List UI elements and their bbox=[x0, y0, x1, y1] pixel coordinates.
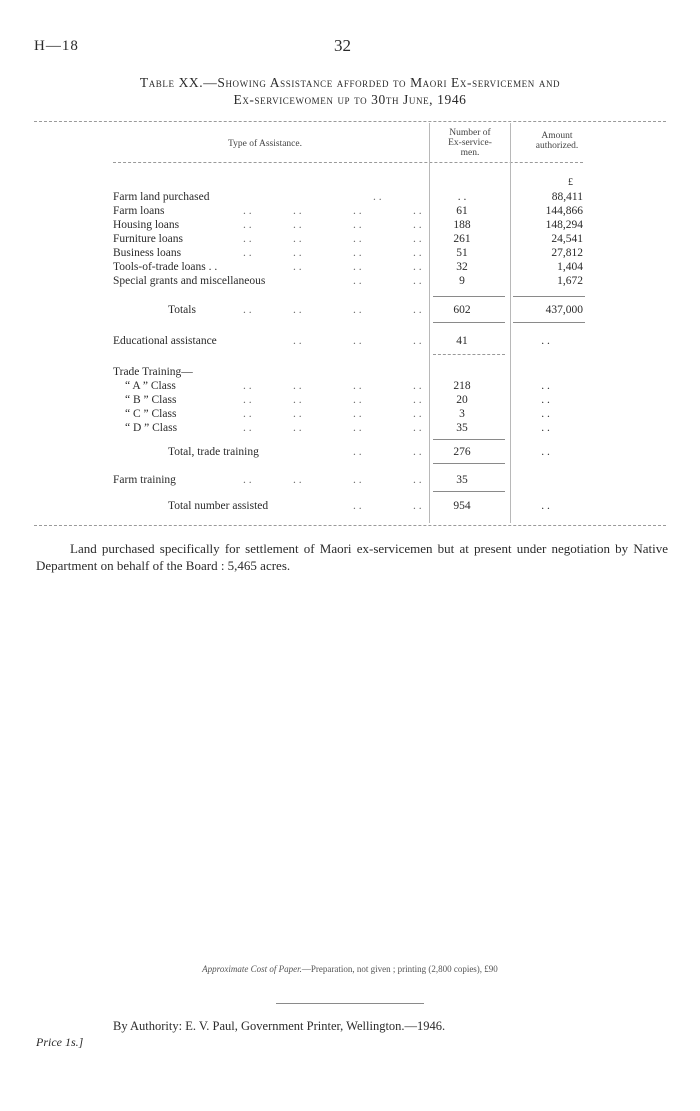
leader-dots: . . bbox=[243, 380, 252, 392]
leader-dots: . . bbox=[243, 474, 252, 486]
leader-dots: . . bbox=[413, 500, 422, 512]
row-number: 35 bbox=[456, 474, 468, 486]
leader-dots: . . bbox=[243, 394, 252, 406]
row-label: Furniture loans bbox=[113, 233, 183, 245]
row-number: 20 bbox=[456, 394, 468, 406]
table-row bbox=[113, 274, 583, 288]
row-amount: 1,404 bbox=[557, 261, 583, 273]
leader-dots: . . bbox=[353, 408, 362, 420]
row-number: 954 bbox=[453, 500, 471, 512]
cost-of-paper bbox=[100, 964, 600, 974]
table-title-line-2: Ex-servicewomen up to 30th June, 1946 bbox=[233, 92, 467, 107]
row-label: Business loans bbox=[113, 247, 182, 259]
row-label: Housing loans bbox=[113, 219, 180, 231]
row-amount: 88,411 bbox=[551, 191, 583, 203]
row-label: Total number assisted bbox=[168, 500, 269, 512]
row-amount: . . bbox=[541, 422, 550, 434]
column-divider-right bbox=[510, 123, 511, 523]
row-number: . . bbox=[457, 191, 467, 203]
row-number: 188 bbox=[453, 219, 471, 231]
leader-dots: . . bbox=[243, 219, 252, 231]
row-number: 261 bbox=[453, 233, 471, 245]
totals-rule-number bbox=[433, 296, 505, 297]
row-label: “ C ” Class bbox=[125, 408, 177, 420]
leader-dots: . . bbox=[353, 275, 362, 287]
cost-label: Approximate Cost of Paper. bbox=[202, 964, 302, 974]
leader-dots: . . bbox=[243, 408, 252, 420]
leader-dots: . . bbox=[353, 474, 362, 486]
total-assisted-row bbox=[113, 499, 583, 513]
table-row bbox=[113, 393, 583, 407]
leader-dots: . . bbox=[243, 205, 252, 217]
row-label: Tools-of-trade loans . . bbox=[113, 261, 218, 273]
column-header-amount bbox=[512, 131, 602, 151]
totals-number: 602 bbox=[453, 304, 471, 316]
table-row bbox=[113, 421, 583, 435]
row-label: “ D ” Class bbox=[125, 422, 178, 434]
land-note: Land purchased specifically for settlement of Maori ex-servicemen but at present under negotiation by Native Department on behalf of the Board : 5,465 acres. bbox=[36, 541, 668, 573]
column-header-number-line-3: men. bbox=[460, 148, 480, 158]
column-header-amount-line-1: Amount bbox=[541, 131, 573, 141]
totals-rule-amount bbox=[513, 296, 585, 297]
row-number: 3 bbox=[459, 408, 465, 420]
leader-dots: . . bbox=[353, 380, 362, 392]
table-top-rule bbox=[34, 121, 666, 122]
leader-dots: . . bbox=[293, 474, 302, 486]
leader-dots: . . bbox=[353, 335, 362, 347]
totals-underline-number bbox=[433, 322, 505, 323]
leader-dots: . . bbox=[353, 446, 362, 458]
leader-dots: . . bbox=[293, 233, 302, 245]
leader-dots: . . bbox=[293, 205, 302, 217]
row-label: Farm training bbox=[113, 474, 176, 486]
row-amount: 24,541 bbox=[551, 233, 583, 245]
leader-dots: . . bbox=[413, 261, 422, 273]
leader-dots: . . bbox=[353, 219, 362, 231]
leader-dots: . . bbox=[353, 500, 362, 512]
row-amount: 1,672 bbox=[557, 275, 583, 287]
row-amount: 144,866 bbox=[545, 205, 583, 217]
row-amount: 148,294 bbox=[545, 219, 583, 231]
educational-rule bbox=[433, 354, 505, 355]
leader-dots: . . bbox=[293, 408, 302, 420]
price: Price 1s.] bbox=[36, 1035, 84, 1049]
row-number: 61 bbox=[456, 205, 468, 217]
row-amount: . . bbox=[541, 446, 550, 458]
leader-dots: . . bbox=[293, 335, 302, 347]
row-label: Total, trade training bbox=[168, 446, 259, 458]
leader-dots: . . bbox=[413, 474, 422, 486]
table-title-line-1: Table XX.—Showing Assistance afforded to Maori Ex-servicemen and bbox=[139, 75, 561, 90]
leader-dots: . . bbox=[373, 191, 382, 203]
table-row bbox=[113, 379, 583, 393]
cost-text: —Preparation, not given ; printing (2,800 copies), £90 bbox=[301, 964, 498, 974]
leader-dots: . . bbox=[353, 247, 362, 259]
table-row bbox=[113, 232, 583, 246]
row-label: “ A ” Class bbox=[125, 380, 176, 392]
table-row bbox=[113, 218, 583, 232]
column-header-number-line-1: Number of bbox=[449, 128, 491, 138]
leader-dots: . . bbox=[293, 394, 302, 406]
row-number: 35 bbox=[456, 422, 468, 434]
leader-dots: . . bbox=[413, 422, 422, 434]
leader-dots: . . bbox=[353, 261, 362, 273]
row-number: 41 bbox=[456, 335, 468, 347]
table-row bbox=[113, 246, 583, 260]
leader-dots: . . bbox=[353, 422, 362, 434]
trade-training-heading: Trade Training— bbox=[113, 366, 193, 378]
printer-authority: By Authority: E. V. Paul, Government Printer, Wellington.—1946. bbox=[113, 1019, 446, 1033]
totals-amount: 437,000 bbox=[545, 304, 583, 316]
row-amount: . . bbox=[541, 380, 550, 392]
trade-total-underline bbox=[433, 463, 505, 464]
trade-total-row bbox=[113, 445, 583, 459]
column-header-number bbox=[431, 128, 509, 158]
header-bottom-rule bbox=[113, 162, 583, 163]
leader-dots: . . bbox=[293, 380, 302, 392]
row-number: 32 bbox=[456, 261, 468, 273]
leader-dots: . . bbox=[243, 233, 252, 245]
row-label: Special grants and miscellaneous bbox=[113, 275, 266, 287]
document-reference: H—18 bbox=[34, 38, 79, 54]
table-row bbox=[113, 190, 583, 204]
row-label: Farm land purchased bbox=[113, 191, 210, 203]
column-header-type: Type of Assistance. bbox=[227, 139, 302, 149]
row-amount: . . bbox=[541, 500, 550, 512]
column-divider-left bbox=[429, 123, 430, 523]
leader-dots: . . bbox=[293, 422, 302, 434]
leader-dots: . . bbox=[353, 233, 362, 245]
table-row bbox=[113, 204, 583, 218]
row-number: 276 bbox=[453, 446, 471, 458]
totals-row bbox=[113, 303, 583, 317]
leader-dots: . . bbox=[413, 219, 422, 231]
trade-total-rule bbox=[433, 439, 505, 440]
leader-dots: . . bbox=[413, 247, 422, 259]
table-row bbox=[113, 260, 583, 274]
leader-dots: . . bbox=[353, 304, 362, 316]
leader-dots: . . bbox=[413, 408, 422, 420]
leader-dots: . . bbox=[413, 304, 422, 316]
column-header-number-line-2: Ex-service- bbox=[448, 138, 492, 148]
row-label: Farm loans bbox=[113, 205, 165, 217]
leader-dots: . . bbox=[293, 219, 302, 231]
leader-dots: . . bbox=[293, 247, 302, 259]
leader-dots: . . bbox=[243, 422, 252, 434]
row-number: 218 bbox=[453, 380, 471, 392]
educational-row bbox=[113, 334, 583, 348]
leader-dots: . . bbox=[243, 304, 252, 316]
row-label: “ B ” Class bbox=[125, 394, 177, 406]
leader-dots: . . bbox=[413, 394, 422, 406]
leader-dots: . . bbox=[413, 380, 422, 392]
column-header-amount-line-2: authorized. bbox=[535, 141, 579, 151]
leader-dots: . . bbox=[413, 205, 422, 217]
farm-training-row bbox=[113, 473, 583, 487]
totals-label: Totals bbox=[168, 304, 196, 316]
farm-training-rule bbox=[433, 491, 505, 492]
currency-symbol: £ bbox=[568, 177, 573, 188]
leader-dots: . . bbox=[413, 335, 422, 347]
row-label: Educational assistance bbox=[113, 335, 217, 347]
leader-dots: . . bbox=[293, 261, 302, 273]
leader-dots: . . bbox=[413, 275, 422, 287]
row-amount: 27,812 bbox=[551, 247, 583, 259]
row-amount: . . bbox=[541, 394, 550, 406]
totals-underline-amount bbox=[513, 322, 585, 323]
leader-dots: . . bbox=[413, 233, 422, 245]
leader-dots: . . bbox=[353, 394, 362, 406]
leader-dots: . . bbox=[413, 446, 422, 458]
page-number: 32 bbox=[334, 36, 351, 55]
leader-dots: . . bbox=[243, 247, 252, 259]
row-amount: . . bbox=[541, 408, 550, 420]
row-amount: . . bbox=[541, 335, 550, 347]
footer-rule bbox=[276, 1003, 424, 1004]
table-title bbox=[30, 74, 670, 108]
leader-dots: . . bbox=[293, 304, 302, 316]
leader-dots: . . bbox=[353, 205, 362, 217]
row-number: 9 bbox=[459, 275, 465, 287]
table-bottom-rule bbox=[34, 525, 666, 526]
row-number: 51 bbox=[456, 247, 468, 259]
table-row bbox=[113, 407, 583, 421]
trade-training-heading-row bbox=[113, 365, 583, 379]
